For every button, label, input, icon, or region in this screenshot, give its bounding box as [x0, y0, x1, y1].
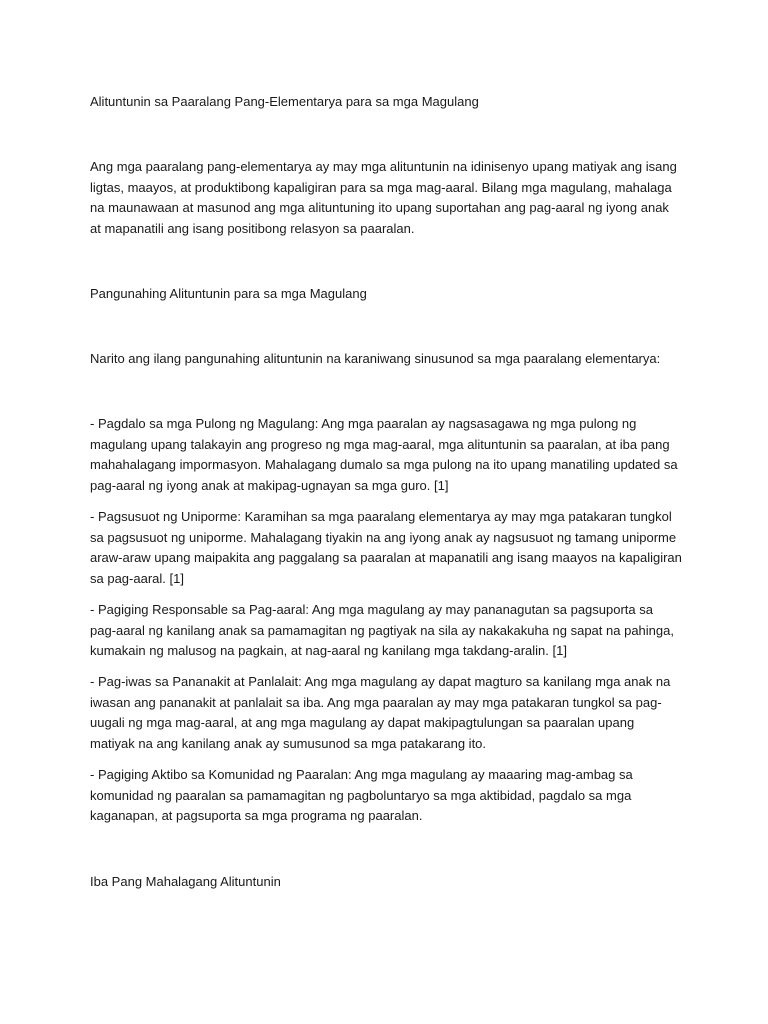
intro-paragraph: Ang mga paaralang pang-elementarya ay may mga alituntunin na idinisenyo upang matiyak ang isang ligtas, maayos, at produktibong kapaligiran para sa mga mag-aaral. Bilang mga magulang, mahalaga na maunawaan at masunod ang mga alituntuning ito upang suportahan ang pag-aaral ng iyong anak at mapanatili ang isang positibong relasyon sa paaralan. [90, 159, 677, 236]
rule-item-community: - Pagiging Aktibo sa Komunidad ng Paaralan: Ang mga magulang ay maaaring mag-ambag sa komunidad ng paaralan sa pamamagitan ng pagboluntaryo sa mga aktibidad, pagdalo sa mga kaganapan, at pagsuporta sa mga programa ng paaralan. [90, 767, 633, 823]
rule-item-attend-meetings: - Pagdalo sa mga Pulong ng Magulang: Ang mga paaralan ay nagsasagawa ng mga pulong ng magulang upang talakayin ang progreso ng mga mag-aaral, mga alituntunin sa paaralan, at iba pang mahahalagang impormasyon. Mahalagang dumalo sa mga pulong na ito upang manatiling updated sa pag-aaral ng iyong anak at makipag-ugnayan sa mga guro. [1] [90, 416, 678, 493]
rule-item-responsibility: - Pagiging Responsable sa Pag-aaral: Ang mga magulang ay may pananagutan sa pagsuporta sa pag-aaral ng kanilang anak sa pamamagitan ng pagtiyak na sila ay nakakakuha ng sapat na pahinga, kumakain ng malusog na pagkain, at nag-aaral ng kanilang mga takdang-aralin. [1] [90, 602, 674, 658]
rule-item-uniform: - Pagsusuot ng Uniporme: Karamihan sa mga paaralang elementarya ay may mga patakaran tungkol sa pagsusuot ng uniporme. Mahalagang tiyakin na ang iyong anak ay nagsusuot ng tamang uniporme araw-araw upang maipakita ang paggalang sa paaralan at mapanatili ang isang maayos na kapaligiran sa pag-aaral. [1] [90, 509, 682, 586]
section-heading-other-rules: Iba Pang Mahalagang Alituntunin [90, 874, 281, 889]
document-title: Alituntunin sa Paaralang Pang-Elementarya para sa mga Magulang [90, 94, 479, 109]
section-lead-paragraph: Narito ang ilang pangunahing alituntunin na karaniwang sinusunod sa mga paaralang elementarya: [90, 351, 661, 366]
rule-item-avoid-bullying: - Pag-iwas sa Pananakit at Panlalait: Ang mga magulang ay dapat magturo sa kanilang mga anak na iwasan ang pananakit at panlalait sa iba. Ang mga paaralan ay may mga patakaran tungkol sa pag-uugali ng mga mag-aaral, at ang mga magulang ay dapat makipagtulungan sa paaralan upang matiyak na ang kanilang anak ay sumusunod sa mga patakarang ito. [90, 674, 671, 751]
section-heading-main-rules: Pangunahing Alituntunin para sa mga Magulang [90, 286, 367, 301]
